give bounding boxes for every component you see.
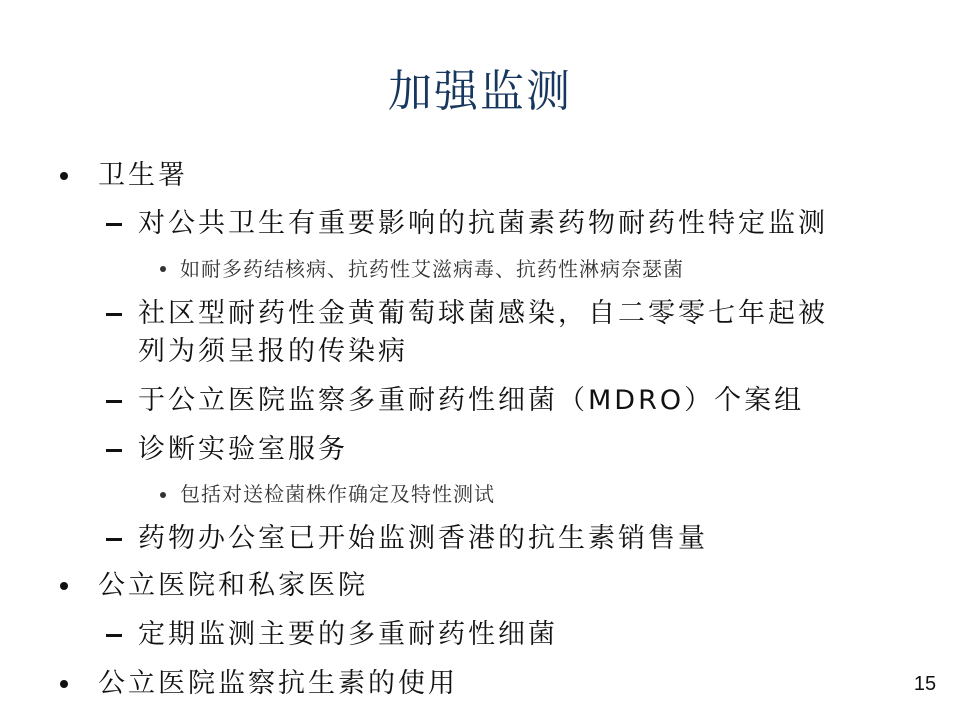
bullet-item: 卫生署 bbox=[98, 160, 188, 191]
page-number: 15 bbox=[913, 673, 937, 695]
small-bullet-dot-icon bbox=[160, 266, 166, 272]
bullet-dot-icon bbox=[60, 680, 68, 688]
bullet-item: 公立医院监察抗生素的使用 bbox=[98, 668, 458, 699]
dash-icon bbox=[106, 449, 122, 452]
bullet-dot-icon bbox=[60, 172, 68, 180]
sub-bullet-item: 对公共卫生有重要影响的抗菌素药物耐药性特定监测 bbox=[138, 208, 828, 239]
sub-bullet-item: 社区型耐药性金黄葡萄球菌感染，自二零零七年起被 bbox=[138, 298, 828, 329]
sub-bullet-item: 于公立医院监察多重耐药性细菌（MDRO）个案组 bbox=[138, 385, 805, 416]
sub-bullet-item: 诊断实验室服务 bbox=[138, 434, 348, 465]
dash-icon bbox=[106, 538, 122, 541]
sub-bullet-item: 药物办公室已开始监测香港的抗生素销售量 bbox=[138, 523, 708, 554]
dash-icon bbox=[106, 400, 122, 403]
sub-bullet-item-continuation: 列为须呈报的传染病 bbox=[138, 336, 408, 367]
sub-bullet-item: 定期监测主要的多重耐药性细菌 bbox=[138, 619, 558, 650]
bullet-dot-icon bbox=[60, 582, 68, 590]
dash-icon bbox=[106, 634, 122, 637]
sub-sub-bullet-item: 如耐多药结核病、抗药性艾滋病毒、抗药性淋病奈瑟菌 bbox=[180, 257, 684, 281]
small-bullet-dot-icon bbox=[160, 492, 166, 498]
dash-icon bbox=[106, 313, 122, 316]
sub-sub-bullet-item: 包括对送检菌株作确定及特性测试 bbox=[180, 482, 495, 506]
dash-icon bbox=[106, 223, 122, 226]
bullet-item: 公立医院和私家医院 bbox=[98, 570, 368, 601]
slide-title: 加强监测 bbox=[388, 66, 572, 117]
